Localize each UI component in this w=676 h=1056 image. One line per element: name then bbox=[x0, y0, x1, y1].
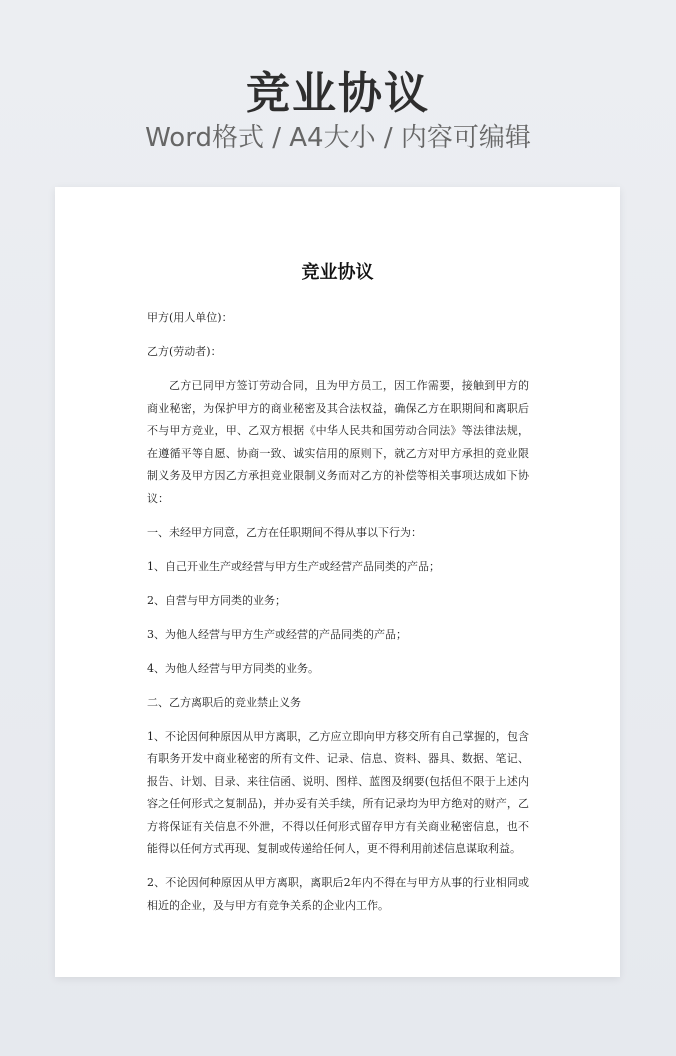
party-a-line: 甲方(用人单位)： bbox=[147, 311, 233, 324]
section-one-item-1: 1、自己开业生产或经营与甲方生产或经营产品同类的产品； bbox=[147, 559, 440, 573]
document-title: 竞业协议 bbox=[301, 262, 374, 283]
section-one-item-2: 2、自营与甲方同类的业务； bbox=[147, 593, 286, 607]
preamble-paragraph: 乙方已同甲方签订劳动合同，且为甲方员工，因工作需要，接触到甲方的商业秘密，为保护甲方的商业秘密及其合法权益，确保乙方在职期间和离职后不与甲方竞业，甲、乙双方根据《中华人民共和国劳动合同法》等法律法规，在遵循平等自愿、协商一致、诚实信用的原则下，就乙方对甲方承担的竞业限制义务及甲方因乙方承担竞业限制义务而对乙方的补偿等相关事项达成如下协议： bbox=[147, 379, 529, 505]
hero-subtitle: Word格式 / A4大小 / 内容可编辑 bbox=[145, 123, 531, 153]
document-page bbox=[55, 187, 620, 977]
section-two-item-2: 2、不论因何种原因从甲方离职，离职后2年内不得在与甲方从事的行业相同或相近的企业，及与甲方有竞争关系的企业内工作。 bbox=[147, 876, 529, 912]
section-one-heading: 一、未经甲方同意，乙方在任职期间不得从事以下行为： bbox=[147, 525, 422, 539]
party-b-line: 乙方(劳动者)： bbox=[147, 345, 222, 358]
section-one-item-3: 3、为他人经营与甲方生产或经营的产品同类的产品； bbox=[147, 627, 407, 641]
section-one-item-4: 4、为他人经营与甲方同类的业务。 bbox=[147, 661, 319, 675]
section-two-item-1: 1、不论因何种原因从甲方离职，乙方应立即向甲方移交所有自己掌握的，包含有职务开发中商业秘密的所有文件、记录、信息、资料、器具、数据、笔记、报告、计划、目录、来往信函、说明、图样、蓝图及纲要(包括但不限于上述内容之任何形式之复制品)，并办妥有关手续，所有记录均为甲方绝对的财产，乙方将保证有关信息不外泄，不得以任何形式留存甲方有关商业秘密信息，也不能得以任何方式再现、复制或传递给任何人，更不得利用前述信息谋取利益。 bbox=[147, 729, 529, 855]
hero-title: 竞业协议 bbox=[246, 68, 430, 119]
section-two-heading: 二、乙方离职后的竞业禁止义务 bbox=[147, 695, 301, 709]
document-body bbox=[147, 307, 529, 929]
